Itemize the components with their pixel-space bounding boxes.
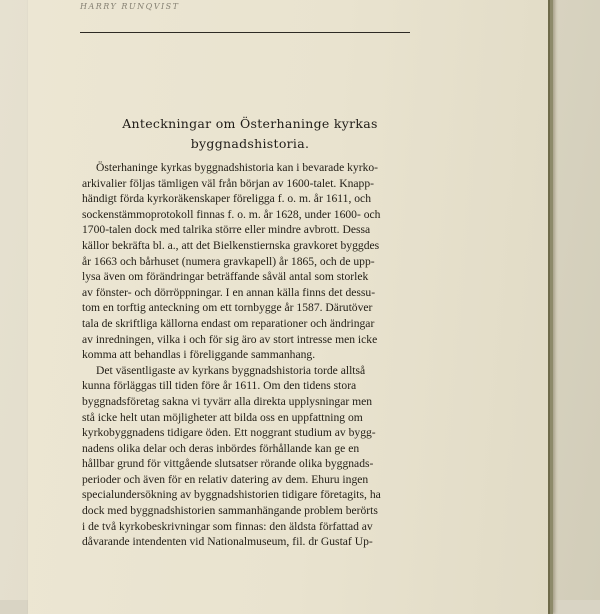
text-line: sockenstämmoprotokoll finnas f. o. m. år 1628, under 1600- och xyxy=(82,207,381,221)
body-text xyxy=(82,160,462,550)
text-line: dåvarande intendenten vid Nationalmuseum, fil. dr Gustaf Up- xyxy=(82,535,373,549)
text-line: av fönster- och dörröppningar. I en annan källa finns det dessu- xyxy=(82,285,376,299)
text-line: tom en torftig anteckning om ett tornbygge år 1587. Därutöver xyxy=(82,301,373,315)
text-line: kyrkobyggnadens tidigare öden. Ett noggrant studium av bygg- xyxy=(82,426,376,440)
page-edge xyxy=(548,0,550,614)
text-line: Det väsentligaste av kyrkans byggnadshistoria torde alltså xyxy=(96,363,366,377)
text-line: i de två kyrkobeskrivningar som finnas: den äldsta författad av xyxy=(82,519,373,533)
text-line: hållbar grund för vittgående slutsatser rörande olika byggnads- xyxy=(82,457,374,471)
running-head: HARRY RUNQVIST xyxy=(80,2,180,11)
text-line: källor bekräfta bl. a., att det Bielkenstiernska gravkoret byggdes xyxy=(82,238,380,252)
text-line: 1700-talen dock med talrika större eller mindre avbrott. Dessa xyxy=(82,223,371,237)
text-line: stå icke helt utan möjligheter att bilda oss en uppfattning om xyxy=(82,410,363,424)
text-line: kunna förläggas till tiden före år 1611. Om den tidens stora xyxy=(82,379,357,393)
title-line-1: Anteckningar om Österhaninge kyrkas xyxy=(122,116,378,131)
header-rule xyxy=(80,32,410,33)
text-line: tala de skriftliga källorna endast om reparationer och ändringar xyxy=(82,316,375,330)
title-line-2: byggnadshistoria. xyxy=(190,136,310,151)
text-line: av inredningen, vilka i och för sig äro av stort intresse men icke xyxy=(82,332,378,346)
text-line: specialundersökning av byggnadshistorien tidigare företagits, ha xyxy=(82,488,381,502)
text-line: dock med byggnadshistorien sammanhängande problem berörts xyxy=(82,504,378,518)
article-title xyxy=(80,114,420,154)
text-line: perioder och även för en relativ datering av dem. Ehuru ingen xyxy=(82,472,369,486)
text-line: Österhaninge kyrkas byggnadshistoria kan i bevarade kyrko- xyxy=(96,161,379,174)
text-line: år 1663 och bårhuset (numera gravkapell) år 1865, och de upp- xyxy=(82,254,375,268)
text-line: händigt förda kyrkoräkenskaper föreligga f. o. m. år 1611, och xyxy=(82,192,371,206)
text-line: byggnadsföretag sakna vi tyvärr alla direkta upplysningar men xyxy=(82,394,373,408)
text-line: lysa även om förändringar beträffande såväl antal som storlek xyxy=(82,270,369,284)
text-line: nadens olika delar och deras inbördes förhållande kan ge en xyxy=(82,441,360,455)
text-line: arkivalier följas tämligen väl från början av 1600-talet. Knapp- xyxy=(82,176,374,190)
text-line: komma att behandlas i föreliggande sammanhang. xyxy=(82,348,316,362)
